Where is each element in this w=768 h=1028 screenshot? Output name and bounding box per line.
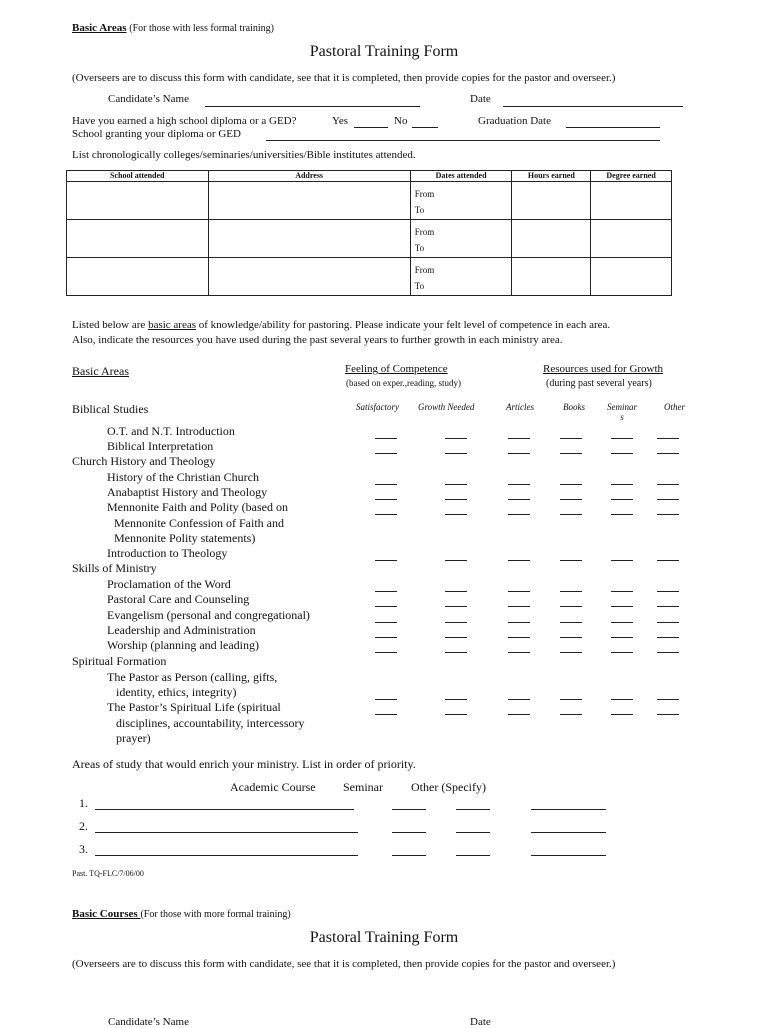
satisfactory-blank[interactable] [375, 438, 397, 439]
priority-number: 1. [79, 796, 88, 810]
articles-blank[interactable] [508, 514, 530, 515]
hours-cell[interactable] [512, 182, 591, 220]
basic-courses-note: (For those with more formal training) [140, 909, 291, 920]
school-granting-label: School granting your diploma or GED [72, 128, 241, 140]
articles-blank[interactable] [508, 560, 530, 561]
school-cell[interactable] [67, 258, 209, 296]
table-header-row [67, 171, 672, 182]
degree-cell[interactable] [591, 258, 672, 296]
col-articles: Articles [506, 402, 534, 412]
col-school-attended: School attended [67, 171, 209, 182]
schools-table [66, 170, 672, 296]
other-blank[interactable] [657, 652, 679, 653]
candidate-name-field[interactable] [205, 106, 420, 107]
growth-needed-blank[interactable] [445, 699, 467, 700]
books-blank[interactable] [560, 499, 582, 500]
books-blank[interactable] [560, 714, 582, 715]
hours-cell[interactable] [512, 220, 591, 258]
study-prompt: Areas of study that would enrich your ministry. List in order of priority. [72, 757, 416, 771]
growth-needed-blank[interactable] [445, 514, 467, 515]
other-field[interactable] [456, 809, 490, 810]
areas-intro-line2: Also, indicate the resources you have used during the past several years to further growth in each ministry area. [72, 334, 563, 346]
other-blank[interactable] [657, 438, 679, 439]
articles-blank[interactable] [508, 622, 530, 623]
other-field[interactable] [456, 832, 490, 833]
satisfactory-blank[interactable] [375, 714, 397, 715]
instructions: (Overseers are to discuss this form with candidate, see that it is completed, then provide copies for the pastor and overseer.) [72, 72, 616, 84]
item-pastoral-care: Pastoral Care and Counseling [107, 592, 250, 606]
academic-course-field[interactable] [95, 809, 354, 810]
other-blank[interactable] [657, 514, 679, 515]
resources-heading: Resources used for Growth [543, 363, 664, 375]
satisfactory-blank[interactable] [375, 606, 397, 607]
basic-areas-note: (For those with less formal training) [129, 23, 274, 34]
yes-field[interactable] [354, 127, 388, 128]
satisfactory-blank[interactable] [375, 652, 397, 653]
satisfactory-blank[interactable] [375, 622, 397, 623]
books-blank[interactable] [560, 591, 582, 592]
item-worship: Worship (planning and leading) [107, 638, 259, 652]
footer-code: Past. TQ-FLC/7/06/00 [72, 869, 144, 878]
col-other-specify: Other (Specify) [411, 780, 486, 794]
item-pastor-as-person: The Pastor as Person (calling, gifts, [107, 670, 278, 684]
col-other: Other [664, 402, 685, 412]
articles-blank[interactable] [508, 499, 530, 500]
growth-needed-blank[interactable] [445, 453, 467, 454]
graduation-date-label: Graduation Date [478, 115, 551, 127]
yes-label: Yes [332, 115, 349, 127]
seminars-blank[interactable] [611, 591, 633, 592]
satisfactory-blank[interactable] [375, 453, 397, 454]
areas-intro-line1 [72, 319, 610, 331]
second-instructions: (Overseers are to discuss this form with candidate, see that it is completed, then provide copies for the pastor and overseer.) [72, 958, 616, 970]
books-blank[interactable] [560, 453, 582, 454]
articles-blank[interactable] [508, 652, 530, 653]
growth-needed-blank[interactable] [445, 438, 467, 439]
satisfactory-blank[interactable] [375, 514, 397, 515]
item-spiritual-life-cont2: prayer) [116, 731, 151, 745]
other-blank[interactable] [657, 453, 679, 454]
item-biblical-interpretation: Biblical Interpretation [107, 439, 214, 453]
item-spiritual-life: The Pastor’s Spiritual Life (spiritual [107, 700, 281, 714]
specify-field[interactable] [531, 855, 606, 856]
seminar-field[interactable] [392, 809, 426, 810]
basic-areas-col-heading: Basic Areas [72, 364, 129, 378]
books-blank[interactable] [560, 484, 582, 485]
areas-intro-pre: Listed below are [72, 319, 149, 331]
areas-intro-post: of knowledge/ability for pastoring. Please indicate your felt level of competence in each area. [196, 319, 611, 331]
category-biblical-studies: Biblical Studies [72, 402, 149, 416]
from-label: From [414, 265, 435, 275]
other-blank[interactable] [657, 622, 679, 623]
table-row [67, 258, 672, 296]
address-cell[interactable] [208, 182, 410, 220]
seminars-blank[interactable] [611, 453, 633, 454]
articles-blank[interactable] [508, 438, 530, 439]
academic-course-field[interactable] [95, 832, 358, 833]
no-label: No [394, 115, 408, 127]
articles-blank[interactable] [508, 699, 530, 700]
satisfactory-blank[interactable] [375, 484, 397, 485]
col-degree-earned: Degree earned [591, 171, 672, 182]
candidate-name-label: Candidate’s Name [108, 93, 189, 105]
other-blank[interactable] [657, 484, 679, 485]
other-blank[interactable] [657, 699, 679, 700]
school-cell[interactable] [67, 182, 209, 220]
seminars-blank[interactable] [611, 699, 633, 700]
seminars-blank[interactable] [611, 652, 633, 653]
degree-cell[interactable] [591, 220, 672, 258]
item-anabaptist-history: Anabaptist History and Theology [107, 485, 268, 499]
col-dates-attended: Dates attended [410, 171, 512, 182]
growth-needed-blank[interactable] [445, 622, 467, 623]
articles-blank[interactable] [508, 606, 530, 607]
from-label: From [414, 227, 435, 237]
satisfactory-blank[interactable] [375, 560, 397, 561]
satisfactory-blank[interactable] [375, 591, 397, 592]
table-row [67, 182, 672, 220]
satisfactory-blank[interactable] [375, 699, 397, 700]
books-blank[interactable] [560, 637, 582, 638]
growth-needed-blank[interactable] [445, 714, 467, 715]
books-blank[interactable] [560, 699, 582, 700]
seminars-blank[interactable] [611, 499, 633, 500]
other-blank[interactable] [657, 591, 679, 592]
other-blank[interactable] [657, 637, 679, 638]
articles-blank[interactable] [508, 591, 530, 592]
item-pastor-as-person-cont: identity, ethics, integrity) [116, 685, 237, 699]
address-cell[interactable] [208, 258, 410, 296]
col-satisfactory: Satisfactory [356, 402, 399, 412]
growth-needed-blank[interactable] [445, 637, 467, 638]
seminars-blank[interactable] [611, 438, 633, 439]
col-address: Address [208, 171, 410, 182]
basic-courses-label: Basic Courses [72, 908, 141, 920]
address-cell[interactable] [208, 220, 410, 258]
academic-course-field[interactable] [95, 855, 358, 856]
graduation-date-field[interactable] [566, 127, 660, 128]
satisfactory-blank[interactable] [375, 499, 397, 500]
schools-prompt: List chronologically colleges/seminaries/universities/Bible institutes attended. [72, 149, 416, 161]
item-spiritual-life-cont1: disciplines, accountability, intercessory [116, 716, 305, 730]
dates-cell[interactable] [410, 182, 512, 220]
specify-field[interactable] [531, 809, 606, 810]
seminars-blank[interactable] [611, 606, 633, 607]
books-blank[interactable] [560, 622, 582, 623]
section-heading [72, 22, 274, 34]
other-blank[interactable] [657, 714, 679, 715]
growth-needed-blank[interactable] [445, 591, 467, 592]
feeling-subheading: (based on exper.,reading, study) [346, 378, 461, 388]
seminars-blank[interactable] [611, 714, 633, 715]
seminars-blank[interactable] [611, 484, 633, 485]
second-candidate-name-label: Candidate’s Name [108, 1016, 189, 1028]
second-section-heading [72, 908, 291, 920]
seminars-blank[interactable] [611, 637, 633, 638]
seminars-blank[interactable] [611, 560, 633, 561]
feeling-heading: Feeling of Competence [345, 363, 448, 375]
item-proclamation: Proclamation of the Word [107, 577, 231, 591]
hours-cell[interactable] [512, 258, 591, 296]
item-mennonite-faith: Mennonite Faith and Polity (based on [107, 500, 288, 514]
dates-cell[interactable] [410, 258, 512, 296]
item-mennonite-faith-cont1: Mennonite Confession of Faith and [114, 516, 284, 530]
item-intro-theology: Introduction to Theology [107, 546, 228, 560]
articles-blank[interactable] [508, 714, 530, 715]
school-cell[interactable] [67, 220, 209, 258]
books-blank[interactable] [560, 606, 582, 607]
basic-areas-label: Basic Areas [72, 22, 127, 34]
to-label: To [414, 205, 425, 215]
second-form-title: Pastoral Training Form [309, 929, 459, 946]
growth-needed-blank[interactable] [445, 484, 467, 485]
other-blank[interactable] [657, 560, 679, 561]
from-label: From [414, 189, 435, 199]
resources-subheading: (during past several years) [546, 378, 652, 389]
books-blank[interactable] [560, 652, 582, 653]
other-field[interactable] [456, 855, 490, 856]
school-granting-field[interactable] [266, 140, 660, 141]
books-blank[interactable] [560, 438, 582, 439]
satisfactory-blank[interactable] [375, 637, 397, 638]
growth-needed-blank[interactable] [445, 499, 467, 500]
form-title: Pastoral Training Form [309, 43, 459, 60]
growth-needed-blank[interactable] [445, 560, 467, 561]
growth-needed-blank[interactable] [445, 606, 467, 607]
basic-areas-link: basic areas [148, 319, 197, 331]
to-label: To [414, 243, 425, 253]
seminars-blank[interactable] [611, 514, 633, 515]
second-date-label: Date [470, 1016, 491, 1028]
seminar-field[interactable] [392, 855, 426, 856]
category-skills-ministry: Skills of Ministry [72, 561, 157, 575]
priority-number: 2. [79, 819, 88, 833]
item-evangelism: Evangelism (personal and congregational) [107, 608, 310, 622]
other-blank[interactable] [657, 499, 679, 500]
articles-blank[interactable] [508, 453, 530, 454]
date-label: Date [470, 93, 491, 105]
specify-field[interactable] [531, 832, 606, 833]
diploma-question: Have you earned a high school diploma or a GED? [72, 115, 297, 127]
date-field[interactable] [503, 106, 683, 107]
growth-needed-blank[interactable] [445, 652, 467, 653]
col-seminars: Seminar s [607, 402, 637, 422]
articles-blank[interactable] [508, 637, 530, 638]
col-seminar: Seminar [343, 780, 383, 794]
to-label: To [414, 281, 425, 291]
seminar-field[interactable] [392, 832, 426, 833]
col-hours-earned: Hours earned [512, 171, 591, 182]
seminars-blank[interactable] [611, 622, 633, 623]
books-blank[interactable] [560, 560, 582, 561]
degree-cell[interactable] [591, 182, 672, 220]
dates-cell[interactable] [410, 220, 512, 258]
col-growth-needed: Growth Needed [418, 402, 475, 412]
priority-number: 3. [79, 842, 88, 856]
col-academic-course: Academic Course [230, 780, 316, 794]
articles-blank[interactable] [508, 484, 530, 485]
item-leadership: Leadership and Administration [107, 623, 256, 637]
item-history-christian-church: History of the Christian Church [107, 470, 259, 484]
item-ot-nt-intro: O.T. and N.T. Introduction [107, 424, 235, 438]
category-church-history: Church History and Theology [72, 454, 216, 468]
category-spiritual-formation: Spiritual Formation [72, 654, 167, 668]
other-blank[interactable] [657, 606, 679, 607]
books-blank[interactable] [560, 514, 582, 515]
col-books: Books [563, 402, 585, 412]
no-field[interactable] [412, 127, 438, 128]
table-row [67, 220, 672, 258]
item-mennonite-faith-cont2: Mennonite Polity statements) [114, 531, 256, 545]
